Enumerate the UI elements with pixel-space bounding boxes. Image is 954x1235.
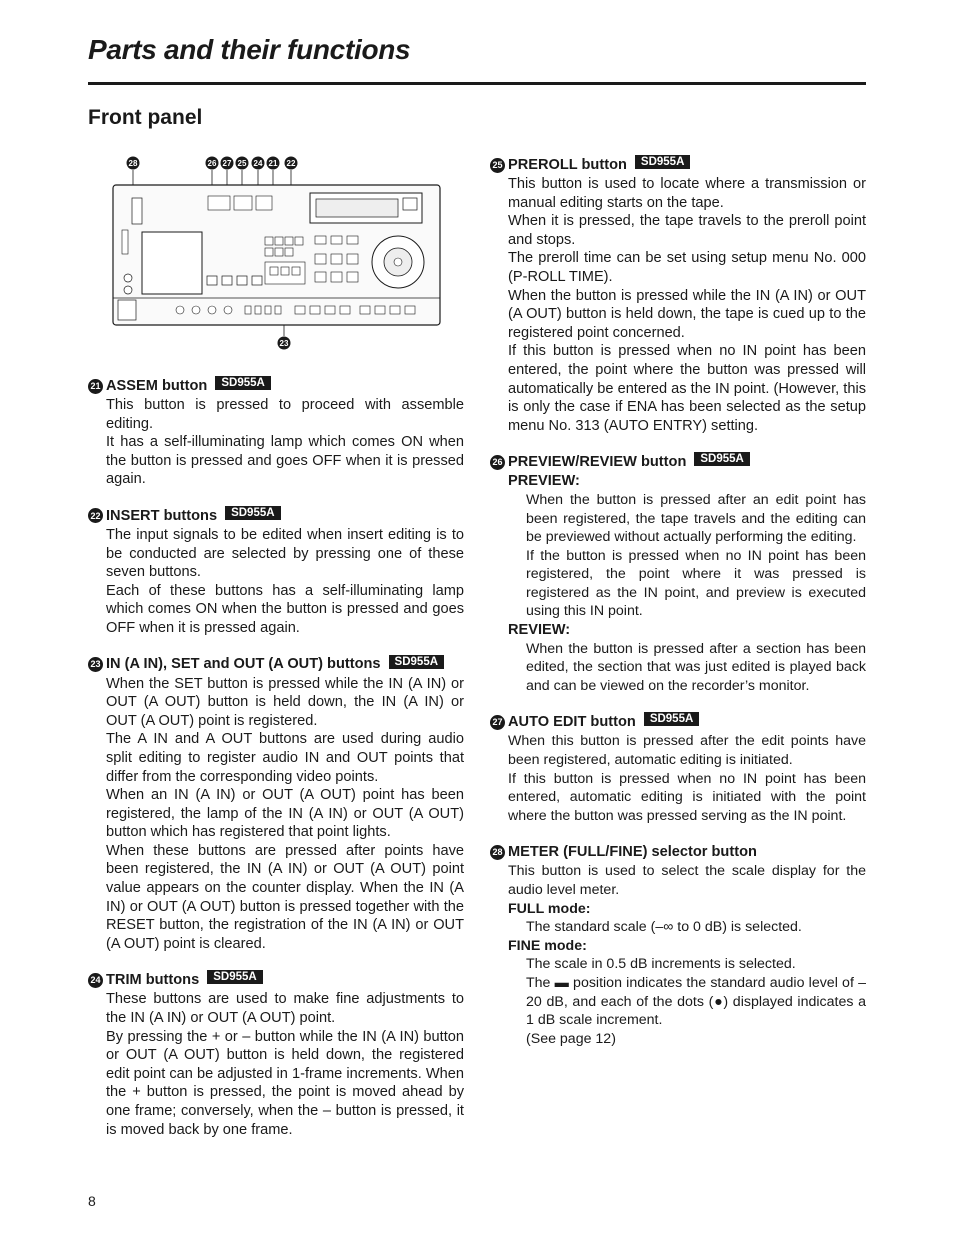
title-rule bbox=[88, 82, 866, 85]
paragraph: When the button is pressed after a section has been edited, the section that was just edited is played back and can be viewed on the recorder’s monitor. bbox=[526, 640, 866, 694]
paragraph: If this button is pressed when no IN point has been entered, automatic editing is initiated with the point where the button was pressed serving as the IN point. bbox=[508, 770, 866, 824]
paragraph: By pressing the + or – button while the IN (A IN) button or OUT (A OUT) button is held down, the registered edit point can be adjusted in 1-frame increments. When the + button is pressed, the point is moved ahead by one frame; conversely, when the – button is pressed, it is moved back by one frame. bbox=[106, 1028, 464, 1138]
callout-28: 28 bbox=[128, 159, 138, 168]
paragraph: The standard scale (–∞ to 0 dB) is selected. bbox=[526, 919, 802, 936]
paragraph: The scale in 0.5 dB increments is selected. bbox=[526, 956, 796, 973]
paragraph: When this button is pressed after the edit points have been registered, automatic editing is initiated. bbox=[508, 733, 866, 769]
item-title: AUTO EDIT button bbox=[508, 714, 636, 731]
item-number: 21 bbox=[88, 379, 103, 394]
page-number: 8 bbox=[88, 1193, 96, 1209]
review-label: REVIEW: bbox=[508, 622, 571, 639]
paragraph: When it is pressed, the tape travels to the preroll point and stops. bbox=[508, 213, 866, 248]
paragraph: The A IN and A OUT buttons are used during audio split editing to register audio IN and OUT points that differ from the corresponding video points. bbox=[106, 731, 464, 785]
item-title: PREVIEW/REVIEW button bbox=[508, 454, 687, 471]
paragraph: When the SET button is pressed while the IN (A IN) or OUT (A OUT) button is held down, the IN (A IN) or OUT (A OUT) point is registered. bbox=[106, 675, 464, 729]
paragraph: The input signals to be edited when insert editing is to be conducted are selected by pressing one of these seven buttons. bbox=[106, 526, 464, 581]
paragraph: The ▬ position indicates the standard audio level of –20 dB, and each of the dots (●) displayed indicates a 1 dB scale increment. bbox=[526, 974, 866, 1029]
model-badge: SD955A bbox=[635, 155, 690, 169]
front-panel-diagram bbox=[110, 150, 445, 355]
page-title: Parts and their functions bbox=[88, 34, 411, 65]
paragraph: When the button is pressed after an edit point has been registered, the tape travels and the editing can be previewed without actually performing the editing. bbox=[526, 491, 866, 546]
fine-mode-label: FINE mode: bbox=[508, 937, 587, 954]
paragraph: If the button is pressed when no IN point has been registered, the point where it was pressed is registered as the IN point, and preview is executed using this IN point. bbox=[526, 547, 866, 620]
left-column bbox=[88, 376, 464, 1156]
item-number: 24 bbox=[88, 973, 103, 988]
item-title: IN (A IN), SET and OUT (A OUT) buttons bbox=[106, 656, 381, 673]
callout-21: 21 bbox=[268, 159, 278, 168]
item-in-set-out bbox=[88, 655, 464, 954]
paragraph: These buttons are used to make fine adjustments to the IN (A IN) or OUT (A OUT) point. bbox=[106, 991, 464, 1027]
item-title: ASSEM button bbox=[106, 377, 208, 394]
item-auto-edit bbox=[490, 712, 866, 825]
full-mode-label: FULL mode: bbox=[508, 900, 591, 917]
item-preview-review bbox=[490, 452, 866, 695]
item-number: 22 bbox=[88, 508, 103, 523]
callout-22: 22 bbox=[286, 159, 296, 168]
item-number: 26 bbox=[490, 455, 505, 470]
callout-25: 25 bbox=[237, 159, 247, 168]
item-number: 28 bbox=[490, 845, 505, 860]
paragraph: When these buttons are pressed after points have been registered, the IN (A IN) or OUT (A OUT) point value appears on the counter display. When the IN (A IN) or OUT (A OUT) button is pressed together with the RESET button, the registration of the IN (A IN) or OUT (A OUT) point is cleared. bbox=[106, 842, 464, 952]
callout-23: 23 bbox=[279, 339, 289, 348]
item-meter bbox=[490, 842, 866, 1048]
callout-27: 27 bbox=[222, 159, 232, 168]
section-title: Front panel bbox=[88, 106, 203, 129]
paragraph: (See page 12) bbox=[526, 1030, 616, 1047]
item-number: 27 bbox=[490, 715, 505, 730]
model-badge: SD955A bbox=[389, 655, 444, 669]
paragraph: If this button is pressed when no IN point has been entered, the point where the button was pressed will automatically be entered as the IN point. (However, this is only the case if ENA has been selected as the setup menu No. 313 (AUTO ENTRY) setting. bbox=[508, 343, 866, 434]
paragraph: This button is pressed to proceed with assemble editing. bbox=[106, 397, 464, 432]
item-title: PREROLL button bbox=[508, 156, 627, 173]
item-preroll bbox=[490, 155, 866, 435]
item-trim bbox=[88, 970, 464, 1139]
item-number: 23 bbox=[88, 657, 103, 672]
callout-26: 26 bbox=[207, 159, 217, 168]
item-title: METER (FULL/FINE) selector button bbox=[508, 844, 757, 861]
paragraph: Each of these buttons has a self-illuminating lamp which comes ON when the button is pressed and goes OFF when it is pressed again. bbox=[106, 582, 464, 636]
item-assem bbox=[88, 376, 464, 489]
model-badge: SD955A bbox=[694, 452, 749, 466]
paragraph: When an IN (A IN) or OUT (A OUT) point has been registered, the lamp of the IN (A IN) or OUT (A OUT) button which has registered that point lights. bbox=[106, 787, 464, 841]
paragraph: This button is used to locate where a transmission or manual editing starts on the tape. bbox=[508, 176, 866, 211]
paragraph: This button is used to select the scale display for the audio level meter. bbox=[508, 863, 866, 898]
right-column bbox=[490, 155, 866, 1065]
model-badge: SD955A bbox=[644, 712, 699, 726]
item-title: INSERT buttons bbox=[106, 507, 218, 524]
callout-24: 24 bbox=[253, 159, 263, 168]
model-badge: SD955A bbox=[215, 376, 270, 390]
model-badge: SD955A bbox=[225, 506, 280, 520]
item-number: 25 bbox=[490, 158, 505, 173]
model-badge: SD955A bbox=[207, 970, 262, 984]
preview-label: PREVIEW: bbox=[508, 473, 580, 490]
item-insert bbox=[88, 506, 464, 638]
paragraph: It has a self-illuminating lamp which comes ON when the button is pressed and goes OFF when it is pressed again. bbox=[106, 434, 464, 488]
item-title: TRIM buttons bbox=[106, 972, 200, 989]
paragraph: The preroll time can be set using setup menu No. 000 (P-ROLL TIME). bbox=[508, 250, 866, 285]
paragraph: When the button is pressed while the IN (A IN) or OUT (A OUT) button is held down, the tape is cued up to the registered point concerned. bbox=[508, 287, 866, 341]
